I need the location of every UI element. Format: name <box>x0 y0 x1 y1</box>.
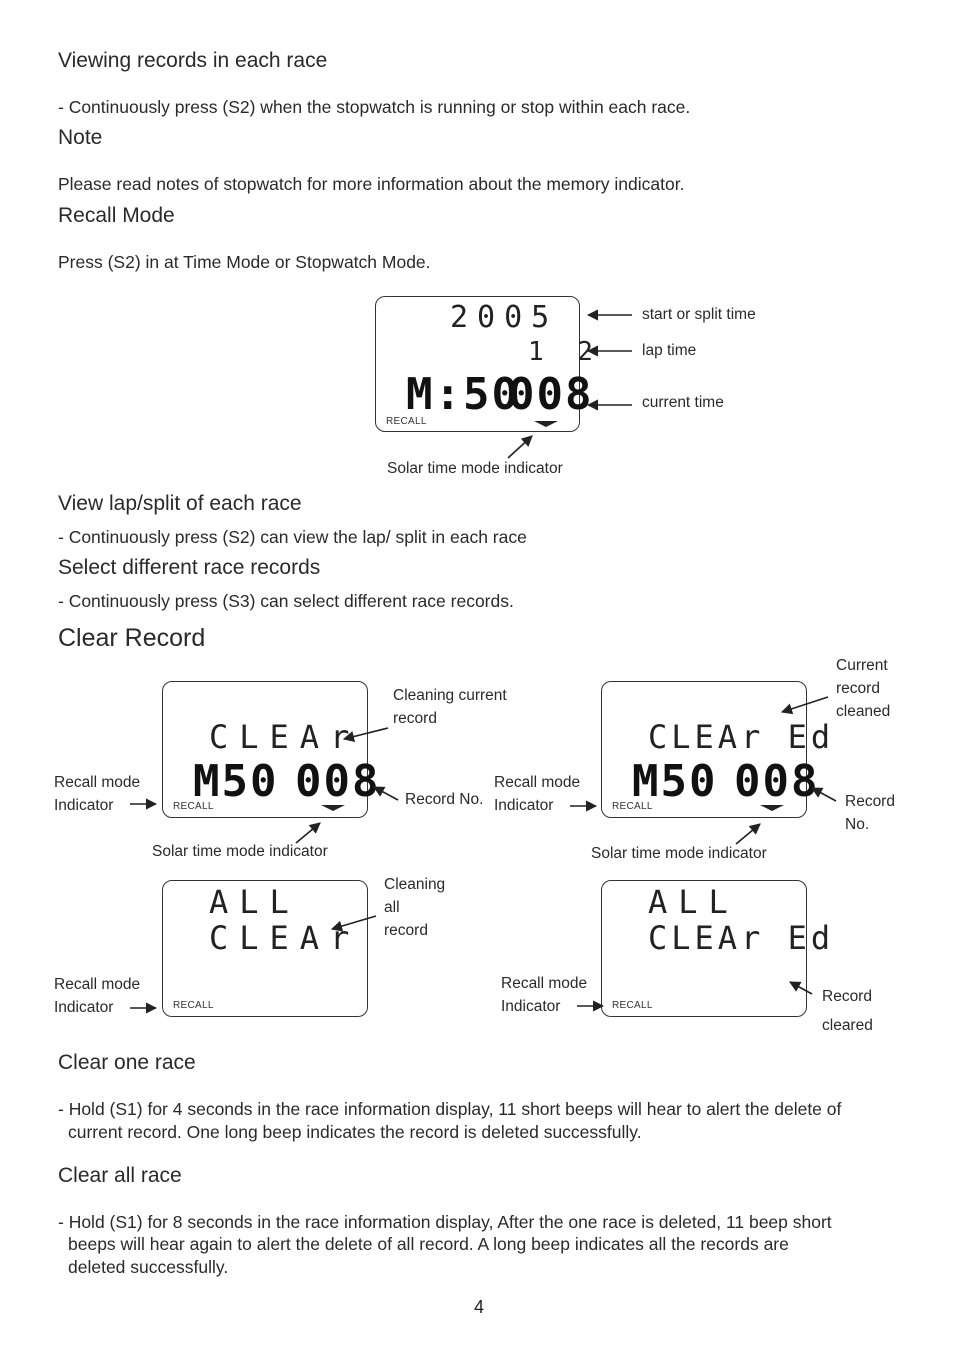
text-clear-one-line1: - Hold (S1) for 4 seconds in the race information display, 11 short beeps will hear to alert the delete of <box>58 1099 842 1119</box>
annotation-record-cleared: Record cleared <box>822 988 873 1034</box>
annotation-cleaning-current: Cleaning current record <box>393 687 507 727</box>
heading-note: Note <box>58 126 103 149</box>
arrow-solar-indicator <box>508 436 532 458</box>
recall-indicator: RECALL <box>173 801 214 812</box>
annotation-record-no: Record No. <box>405 791 484 808</box>
lcd-row-clear: CLEAr <box>209 919 361 957</box>
lcd-row-record-left: M50 <box>193 756 279 807</box>
annotation-solar-indicator: Solar time mode indicator <box>591 845 767 862</box>
lcd-row-cleared: CLEAr Ed <box>648 718 835 756</box>
lcd-row-year: 2005 <box>450 300 559 335</box>
lcd-row-record-right: 008 <box>295 756 381 807</box>
heading-clear-record: Clear Record <box>58 624 206 652</box>
lcd-row-cleared: CLEAr Ed <box>648 919 835 957</box>
text-clear-one-line2: current record. One long beep indicates the record is deleted successfully. <box>68 1122 642 1142</box>
arrow-solar-indicator <box>736 824 760 844</box>
heading-clear-all: Clear all race <box>58 1164 182 1187</box>
annotation-solar-indicator: Solar time mode indicator <box>387 460 563 477</box>
recall-indicator: RECALL <box>173 1000 214 1011</box>
text-clear-all-line2: beeps will hear again to alert the delete of all record. A long beep indicates all the records are <box>68 1234 789 1254</box>
text-viewing-records: - Continuously press (S2) when the stopwatch is running or stop within each race. <box>58 97 691 117</box>
arrow-record-no <box>812 788 836 801</box>
recall-indicator: RECALL <box>612 1000 653 1011</box>
lcd-row-current-right: 008 <box>508 369 594 420</box>
text-select-records: - Continuously press (S3) can select different race records. <box>58 591 514 611</box>
lcd-row-current-left: M:50 <box>406 369 520 420</box>
lcd-row-all: ALL <box>209 883 300 921</box>
lcd-row-clear: CLEAr <box>209 718 361 756</box>
annotation-solar-indicator: Solar time mode indicator <box>152 843 328 860</box>
lcd-row-record-left: M50 <box>632 756 718 807</box>
annotation-start-split: start or split time <box>642 306 756 323</box>
recall-indicator: RECALL <box>612 801 653 812</box>
arrow-current-cleaned <box>782 697 828 712</box>
annotation-cleaning-all: Cleaning all record <box>384 876 446 939</box>
annotation-recall-mode: Recall mode Indicator <box>54 774 141 814</box>
heading-clear-one: Clear one race <box>58 1051 196 1074</box>
arrow-record-no <box>374 787 398 800</box>
annotation-current-time: current time <box>642 394 724 411</box>
heading-view-lap: View lap/split of each race <box>58 492 302 515</box>
text-view-lap: - Continuously press (S2) can view the lap/ split in each race <box>58 527 527 547</box>
lcd-row-all: ALL <box>648 883 739 921</box>
heading-select-records: Select different race records <box>58 556 321 579</box>
annotation-recall-mode: Recall mode Indicator <box>494 774 581 814</box>
heading-recall-mode: Recall Mode <box>58 204 175 227</box>
annotation-recall-mode: Recall mode Indicator <box>54 976 141 1016</box>
arrow-cleaning-current <box>344 728 388 739</box>
annotation-recall-mode: Recall mode Indicator <box>501 975 588 1015</box>
arrow-solar-indicator <box>296 823 320 843</box>
recall-indicator: RECALL <box>386 416 427 427</box>
page-number: 4 <box>474 1297 485 1317</box>
text-recall-mode: Press (S2) in at Time Mode or Stopwatch Mode. <box>58 252 431 272</box>
annotation-record-no: Record No. <box>845 793 895 833</box>
arrow-record-cleared <box>790 982 812 994</box>
lcd-row-lap: 1 2 <box>528 337 602 367</box>
annotation-lap-time: lap time <box>642 342 697 359</box>
lcd-row-record-right: 008 <box>734 756 820 807</box>
heading-viewing-records: Viewing records in each race <box>58 49 328 72</box>
text-clear-all-line1: - Hold (S1) for 8 seconds in the race information display, After the one race is deleted, 11 beep short <box>58 1212 832 1232</box>
text-clear-all-line3: deleted successfully. <box>68 1257 229 1277</box>
annotation-current-cleaned: Current record cleaned <box>836 657 891 720</box>
arrow-cleaning-all <box>332 916 376 929</box>
text-note: Please read notes of stopwatch for more information about the memory indicator. <box>58 174 685 194</box>
